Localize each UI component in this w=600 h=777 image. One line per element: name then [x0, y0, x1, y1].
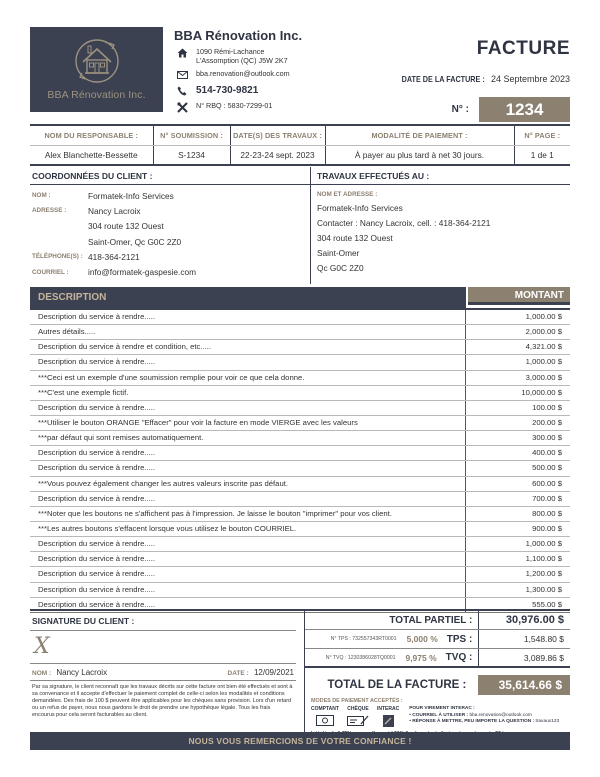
- client-phone[interactable]: 418-364-2121: [88, 251, 140, 262]
- cheque-icon: [347, 714, 369, 727]
- table-row: [30, 371, 570, 386]
- signature-date-row: [228, 668, 294, 677]
- company-address: [174, 47, 302, 65]
- header-responsible: NOM DU RESPONSABLE :: [30, 126, 153, 145]
- table-row: [30, 537, 570, 552]
- row-description[interactable]: Description du service à rendre et condition, etc.....: [30, 340, 466, 354]
- logo-text: BBA Rénovation Inc.: [47, 89, 146, 101]
- row-description[interactable]: ***C'est une exemple fictif.: [30, 386, 466, 400]
- table-row: [30, 401, 570, 416]
- header-submission: N° SOUMISSION :: [153, 126, 230, 145]
- row-description[interactable]: Description du service à rendre.....: [30, 552, 466, 566]
- phone-icon: [174, 85, 190, 97]
- grand-total-value: 35,614.66 $: [478, 675, 570, 695]
- subtotal-value: 30,976.00 $: [505, 614, 564, 626]
- client-address-line-3[interactable]: Saint-Omer, Qc G0C 2Z0: [88, 236, 182, 247]
- row-description[interactable]: Description du service à rendre.....: [30, 583, 466, 597]
- company-info: [174, 28, 302, 117]
- table-row: [30, 431, 570, 446]
- table-row: [30, 416, 570, 431]
- payment-mode-cash: [311, 706, 339, 727]
- company-email-row: [174, 69, 302, 81]
- interac-email: bba.renovation@outlook.com: [469, 713, 532, 718]
- client-address-label: ADRESSE :: [32, 207, 67, 215]
- table-row: [30, 492, 570, 507]
- invoice-date-value[interactable]: 24 Septembre 2023: [490, 74, 570, 84]
- table-row: [30, 340, 570, 355]
- row-description[interactable]: Autres détails.....: [30, 325, 466, 339]
- company-rbq: N° RBQ : 5830-7299-01: [196, 101, 273, 110]
- company-phone-row: [174, 85, 302, 97]
- row-amount[interactable]: 100.00 $: [532, 402, 562, 412]
- row-amount[interactable]: 400.00 $: [532, 448, 562, 458]
- client-name-row: [30, 188, 310, 203]
- amount-header: MONTANT: [468, 287, 570, 305]
- tps-label-cell: [305, 634, 478, 645]
- row-amount[interactable]: 1,000.00 $: [525, 357, 562, 367]
- interac-answer-line: • RÉPONSE À METTRE, PEU IMPORTE LA QUESTION : travaux123: [409, 719, 560, 724]
- interac-answer-label: RÉPONSE À METTRE, PEU IMPORTE LA QUESTION :: [412, 719, 535, 724]
- address-line-2: L'Assomption (QC) J5W 2K7: [196, 56, 288, 65]
- tps-row: [305, 630, 570, 649]
- line-items-header: [30, 287, 570, 308]
- payment-modes-heading: MODES DE PAIEMENT ACCEPTÉS :: [311, 698, 403, 704]
- row-amount[interactable]: 600.00 $: [532, 478, 562, 488]
- client-address-row: [30, 203, 310, 218]
- row-amount[interactable]: 700.00 $: [532, 493, 562, 503]
- row-description[interactable]: ***Utiliser le bouton ORANGE "Effacer" pour voir la facture en mode VIERGE avec les valeurs: [30, 416, 466, 430]
- row-amount[interactable]: 900.00 $: [532, 523, 562, 533]
- row-amount[interactable]: 800.00 $: [532, 508, 562, 518]
- subtotal-row: [305, 611, 570, 630]
- signer-name[interactable]: Nancy Lacroix: [56, 667, 108, 677]
- subtotal-label: TOTAL PARTIEL :: [389, 614, 473, 626]
- header-payment-terms: MODALITÉ DE PAIEMENT :: [325, 126, 514, 145]
- house-logo-icon: [69, 35, 125, 87]
- amount-header-cell: [466, 287, 570, 308]
- table-row: [30, 583, 570, 598]
- grand-total-row: [305, 672, 570, 698]
- invoice-date-row: [387, 74, 570, 84]
- responsible-value[interactable]: Alex Blanchette-Bessette: [44, 149, 138, 160]
- tps-number: N° TPS : 732557343RT0001: [330, 636, 397, 642]
- description-header: DESCRIPTION: [30, 287, 466, 308]
- client-address-line-1[interactable]: Nancy Lacroix: [88, 205, 141, 216]
- row-description[interactable]: ***Les autres boutons s'effacent lorsque vous utilisez le bouton COURRIEL.: [30, 522, 466, 536]
- interac-email-line: • COURRIEL À UTILISER : bba.renovation@outlook.com: [409, 713, 532, 718]
- payment-modes: [305, 706, 570, 727]
- row-amount[interactable]: 555.00 $: [532, 599, 562, 609]
- company-rbq-row: [174, 101, 302, 113]
- tools-icon: [174, 101, 190, 113]
- table-row: [30, 552, 570, 567]
- table-row: [30, 507, 570, 522]
- signature-date-label: DATE :: [227, 669, 249, 677]
- client-coordinates-section: [30, 167, 570, 284]
- thank-you-footer: NOUS VOUS REMERCIONS DE VOTRE CONFIANCE !: [30, 732, 570, 750]
- submission-value[interactable]: S-1234: [153, 145, 230, 164]
- interac-heading: POUR VIREMENT INTERAC :: [409, 706, 475, 711]
- signature-heading: SIGNATURE DU CLIENT :: [30, 611, 296, 631]
- row-description[interactable]: Description du service à rendre.....: [30, 401, 466, 415]
- client-address-line-2[interactable]: 304 route 132 Ouest: [88, 221, 164, 232]
- company-logo: [30, 27, 163, 112]
- payment-mode-interac: [377, 706, 399, 727]
- client-name[interactable]: Formatek-Info Services: [88, 190, 174, 201]
- client-heading: COORDONNÉES DU CLIENT :: [30, 167, 310, 185]
- signer-name-label: NOM :: [32, 669, 52, 677]
- client-phone-label: TÉLÉPHONE(S) :: [32, 253, 83, 261]
- row-description[interactable]: Description du service à rendre.....: [30, 537, 466, 551]
- line-items-body: [30, 310, 570, 613]
- client-phone-row: [30, 249, 310, 264]
- worksite-line[interactable]: Formatek-Info Services: [317, 203, 403, 213]
- row-description[interactable]: ***Ceci est un exemple d'une soumission remplie pour voir ce que cela donne.: [30, 371, 466, 385]
- invoice-number[interactable]: 1234: [479, 97, 570, 122]
- row-amount[interactable]: 300.00 $: [532, 433, 562, 443]
- signature-legal-text: Par sa signature, le client reconnaît que les travaux décrits sur cette facture ont bien été effectués et sont à sa convenance et il accepte d'effectuer le paiement complet de celle-ci selon les modalités et conditions demandées. Des frais de 100 $ peuvent être applicables pour les chèques sans provision. Lors d'un retard ou un refus de payer, nous nous gardons le droit de prendre une hypothèque légale. Tous les frais encourus pour cela seront facturables au client.: [32, 684, 293, 718]
- row-description[interactable]: Description du service à rendre.....: [30, 446, 466, 460]
- cash-label: COMPTANT: [311, 706, 339, 712]
- row-description[interactable]: Description du service à rendre.....: [30, 461, 466, 475]
- client-address-row-2: [30, 219, 310, 234]
- cash-icon: [316, 714, 334, 727]
- client-info: [30, 167, 310, 284]
- worksite-label: NOM ET ADRESSE :: [317, 191, 378, 198]
- invoice-number-label: N° :: [451, 104, 469, 115]
- row-amount[interactable]: 1,100.00 $: [525, 554, 562, 564]
- row-amount[interactable]: 1,000.00 $: [525, 312, 562, 321]
- invoice-header: [30, 0, 570, 122]
- signer-name-row: [32, 668, 107, 677]
- table-row: [30, 355, 570, 370]
- tvq-number: N° TVQ : 1230386028TQ0001: [325, 654, 396, 661]
- row-amount[interactable]: 4,321.00 $: [525, 342, 562, 352]
- home-icon: [174, 47, 190, 59]
- subtotal-value-cell: [478, 611, 570, 629]
- table-row: [30, 446, 570, 461]
- worksite-info: [310, 167, 570, 284]
- client-email-row: [30, 264, 310, 279]
- interac-answer: travaux123: [535, 719, 560, 724]
- totals-section: [304, 611, 570, 733]
- signature-meta: [30, 664, 296, 681]
- payment-terms-value[interactable]: À payer au plus tard à net 30 jours.: [325, 145, 514, 164]
- table-row: [30, 325, 570, 340]
- row-description[interactable]: Description du service à rendre.....: [30, 598, 466, 612]
- row-description[interactable]: Description du service à rendre.....: [30, 310, 466, 324]
- invoice-bottom-section: [30, 609, 570, 724]
- company-email[interactable]: bba.renovation@outlook.com: [196, 69, 290, 78]
- invoice-title: FACTURE: [476, 38, 570, 59]
- signature-mark: X: [34, 634, 50, 659]
- work-dates-value[interactable]: 22-23-24 sept. 2023: [230, 145, 325, 164]
- table-row: [30, 477, 570, 492]
- row-amount[interactable]: 1,200.00 $: [525, 569, 562, 579]
- company-phone: 514-730-9821: [196, 85, 259, 96]
- page-value: 1 de 1: [514, 145, 570, 164]
- tvq-rate[interactable]: 9,975 %: [405, 652, 437, 663]
- signature-date[interactable]: 12/09/2021: [253, 667, 294, 677]
- cheque-label: CHÈQUE: [347, 706, 369, 712]
- invoice-number-row: [452, 97, 570, 122]
- row-description[interactable]: Description du service à rendre.....: [30, 492, 466, 506]
- worksite-line[interactable]: Qc G0C 2Z0: [317, 263, 364, 274]
- interac-info: [409, 706, 559, 727]
- row-description[interactable]: Description du service à rendre.....: [30, 355, 466, 369]
- signature-section: [30, 611, 296, 719]
- header-work-dates: DATE(S) DES TRAVAUX :: [230, 126, 325, 145]
- client-email[interactable]: info@formatek-gaspesie.com: [88, 267, 197, 278]
- grand-total-label: TOTAL DE LA FACTURE :: [327, 679, 467, 691]
- tps-value: 1,548.80 $: [478, 630, 570, 648]
- tvq-label-cell: [305, 652, 478, 663]
- row-amount[interactable]: 1,000.00 $: [525, 539, 562, 549]
- row-description[interactable]: ***Vous pouvez également changer les autres valeurs inscrite pas défaut.: [30, 477, 466, 491]
- signature-field[interactable]: [30, 631, 296, 664]
- row-amount[interactable]: 3,000.00 $: [525, 372, 562, 382]
- invoice-date-label: DATE DE LA FACTURE :: [401, 74, 485, 84]
- worksite-line[interactable]: 304 route 132 Ouest: [317, 233, 393, 244]
- row-amount[interactable]: 1,300.00 $: [525, 584, 562, 594]
- client-email-label: COURRIEL :: [32, 268, 69, 276]
- subtotal-label-cell: [305, 615, 478, 626]
- row-amount[interactable]: 500.00 $: [532, 463, 562, 473]
- table-row: [30, 386, 570, 401]
- row-amount[interactable]: 200.00 $: [532, 417, 562, 427]
- table-row: [30, 310, 570, 325]
- tvq-value: 3,089.86 $: [478, 649, 570, 666]
- tps-label: TPS :: [446, 633, 473, 645]
- row-description[interactable]: ***Noter que les boutons ne s'affichent pas à l'impression. Je laisse le bouton "imprimer" pour vos client.: [30, 507, 466, 521]
- header-page: N° PAGE :: [514, 126, 570, 145]
- company-name: BBA Rénovation Inc.: [174, 28, 303, 43]
- tvq-row: [305, 649, 570, 668]
- invoice-title-block: [477, 38, 570, 60]
- row-amount[interactable]: 10,000.00 $: [521, 387, 562, 397]
- client-name-label: NOM :: [32, 192, 51, 200]
- invoice-page: [30, 0, 570, 746]
- info-strip: [30, 124, 570, 166]
- worksite-line[interactable]: Saint-Omer: [317, 248, 360, 259]
- interac-email-label: COURRIEL À UTILISER :: [412, 713, 469, 718]
- row-description[interactable]: ***par défaut qui sont remises automatiquement.: [30, 431, 466, 445]
- row-amount[interactable]: 2,000.00 $: [525, 327, 562, 337]
- worksite-line[interactable]: Contacter : Nancy Lacroix, cell. : 418-364-2121: [317, 218, 491, 229]
- table-row: [30, 522, 570, 537]
- worksite-heading: TRAVAUX EFFECTUÉS AU :: [311, 167, 570, 185]
- line-items-table: [30, 287, 570, 613]
- client-address-row-3: [30, 234, 310, 249]
- payment-mode-cheque: [347, 706, 369, 727]
- table-row: [30, 567, 570, 582]
- interac-label: INTERAC: [376, 706, 400, 712]
- tps-rate[interactable]: 5,000 %: [406, 634, 438, 644]
- interac-icon: [383, 714, 394, 727]
- tvq-label: TVQ :: [445, 652, 473, 663]
- table-row: [30, 461, 570, 476]
- address-line-1: 1090 Rémi-Lachance: [196, 47, 265, 56]
- envelope-icon: [174, 69, 190, 81]
- row-description[interactable]: Description du service à rendre.....: [30, 567, 466, 581]
